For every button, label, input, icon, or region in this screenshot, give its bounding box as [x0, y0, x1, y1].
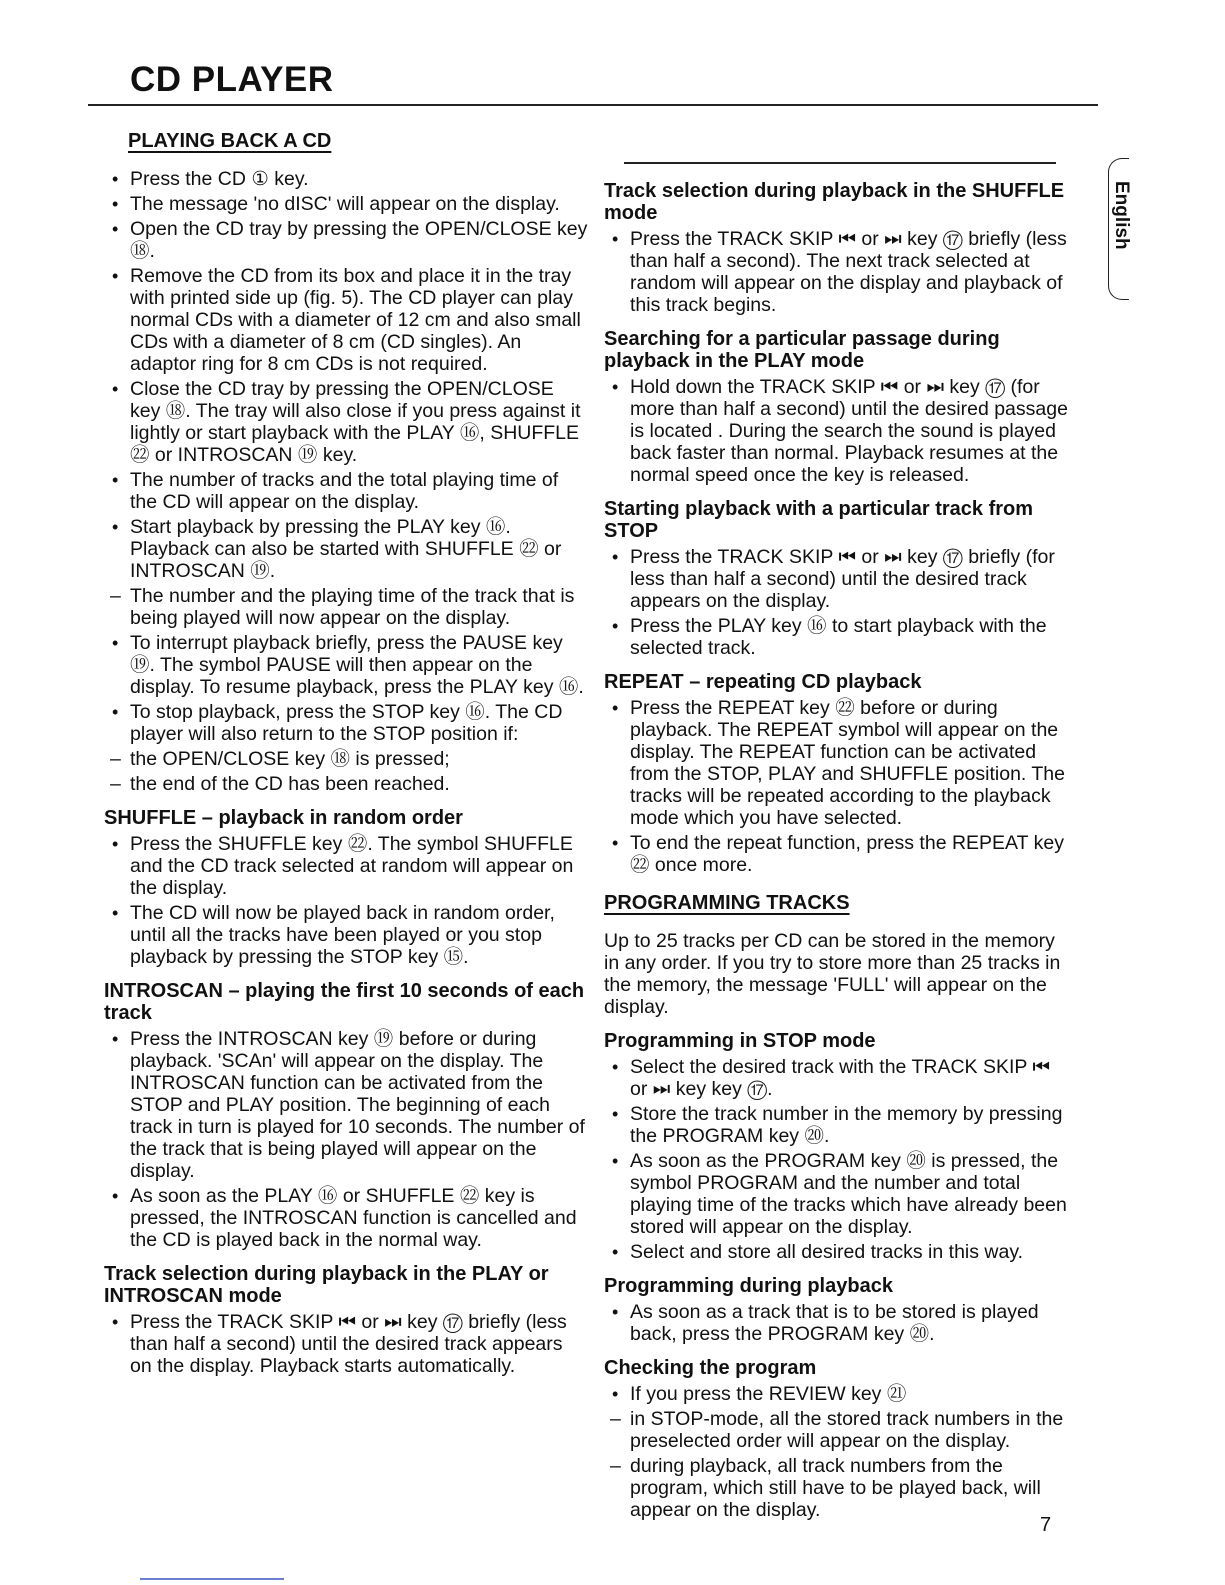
- heading-track-selection-play: Track selection during playback in the PLAY or INTROSCAN mode: [104, 1263, 549, 1307]
- section-prog-during: [604, 1275, 1070, 1345]
- item-list: [104, 1028, 588, 1251]
- bullet-item: • The message 'no dISC' will appear on the display.: [104, 193, 588, 215]
- bullet-item: • Press the SHUFFLE key ㉒. The symbol SHUFFLE and the CD track selected at random will appear on the display.: [104, 833, 588, 899]
- dash-item: – the OPEN/CLOSE key ⑱ is pressed;: [104, 748, 588, 770]
- bullet-item: • Press the INTROSCAN key ⑲ before or during playback. 'SCAn' will appear on the display. The INTROSCAN function can be activated from the STOP and PLAY position. The beginning of each track in turn is played for 10 seconds. The number of the track that is being played will appear on the display.: [104, 1028, 588, 1182]
- section-searching: [604, 328, 1070, 486]
- bullet-item: • As soon as the PLAY ⑯ or SHUFFLE ㉒ key is pressed, the INTROSCAN function is cancelled and the CD is played back in the normal way.: [104, 1185, 588, 1251]
- language-tab-label: English: [1111, 181, 1132, 250]
- item-list: [604, 697, 1070, 876]
- bullet-item: • To end the repeat function, press the REPEAT key ㉒ once more.: [604, 832, 1070, 876]
- page-number: 7: [1040, 1514, 1052, 1536]
- bullet-item: • As soon as a track that is to be stored is played back, press the PROGRAM key ⑳.: [604, 1301, 1070, 1345]
- item-list: [604, 1056, 1070, 1263]
- bullet-item: • Close the CD tray by pressing the OPEN/CLOSE key ⑱. The tray will also close if you press against it lightly or start playback with the PLAY ⑯, SHUFFLE ㉒ or INTROSCAN ⑲ key.: [104, 378, 588, 466]
- bullet-item: • If you press the REVIEW key ㉑: [604, 1383, 1070, 1405]
- bullet-item: • Press the REPEAT key ㉒ before or during playback. The REPEAT symbol will appear on the display. The REPEAT function can be activated from the STOP, PLAY and SHUFFLE position. The tracks will be repeated according to the playback mode which you have selected.: [604, 697, 1070, 829]
- section-title-playing-back: PLAYING BACK A CD: [128, 130, 332, 152]
- section-title-programming: PROGRAMMING TRACKS: [604, 891, 850, 914]
- dash-item: – during playback, all track numbers from the program, which still have to be played back, will appear on the display.: [604, 1455, 1070, 1521]
- page-title: CD PLAYER: [130, 60, 334, 99]
- bullet-item: • Press the TRACK SKIP ⏮ or ⏭ key ⑰ briefly (for less than half a second) until the desired track appears on the display.: [604, 546, 1070, 612]
- heading-introscan: INTROSCAN – playing the first 10 seconds of each track: [104, 980, 585, 1024]
- programming-intro: Up to 25 tracks per CD can be stored in the memory in any order. If you try to store more than 25 tracks in the memory, the message 'FULL' will appear on the display.: [604, 929, 1061, 1018]
- section-checking: [604, 1357, 1070, 1521]
- bullet-item: • Remove the CD from its box and place it in the tray with printed side up (fig. 5). The CD player can play normal CDs with a diameter of 12 cm and also small CDs with a diameter of 8 cm (CD singles). An adaptor ring for 8 cm CDs is not required.: [104, 265, 588, 375]
- section-track-selection-shuffle: [604, 180, 1070, 316]
- heading-checking: Checking the program: [604, 1356, 817, 1379]
- bullet-item: • The number of tracks and the total playing time of the CD will appear on the display.: [104, 469, 588, 513]
- bullet-item: • Press the CD ① key.: [104, 168, 588, 190]
- section-playing-back: [104, 130, 588, 795]
- section-track-selection-play: [104, 1263, 588, 1377]
- dash-item: – in STOP-mode, all the stored track numbers in the preselected order will appear on the display.: [604, 1408, 1070, 1452]
- item-list: [604, 1383, 1070, 1521]
- item-list: [104, 833, 588, 968]
- item-list: [104, 168, 588, 795]
- footer-link-mark: [140, 1578, 284, 1580]
- bullet-item: • As soon as the PROGRAM key ⑳ is pressed, the symbol PROGRAM and the number and total playing time of the tracks which have already been stored will appear on the display.: [604, 1150, 1070, 1238]
- item-list: [104, 1311, 588, 1377]
- section-prog-stop: [604, 1030, 1070, 1263]
- dash-item: – The number and the playing time of the track that is being played will now appear on the display.: [104, 585, 588, 629]
- bullet-item: • Press the TRACK SKIP ⏮ or ⏭ key ⑰ briefly (less than half a second). The next track selected at random will appear on the display and playback of this track begins.: [604, 228, 1070, 316]
- bullet-item: • Select the desired track with the TRACK SKIP ⏮ or ⏭ key key ⑰.: [604, 1056, 1070, 1100]
- heading-prog-during: Programming during playback: [604, 1274, 893, 1297]
- bullet-item: • Select and store all desired tracks in this way.: [604, 1241, 1070, 1263]
- bullet-item: • Press the TRACK SKIP ⏮ or ⏭ key ⑰ briefly (less than half a second) until the desired track appears on the display. Playback starts automatically.: [104, 1311, 588, 1377]
- bullet-item: • The CD will now be played back in random order, until all the tracks have been played or you stop playback by pressing the STOP key ⑮.: [104, 902, 588, 968]
- item-list: [604, 1301, 1070, 1345]
- section-programming: [604, 892, 1070, 1018]
- section-starting: [604, 498, 1070, 659]
- heading-prog-stop: Programming in STOP mode: [604, 1029, 876, 1052]
- heading-starting: Starting playback with a particular track from STOP: [604, 497, 1034, 542]
- column-rule: [624, 162, 1056, 164]
- dash-item: – the end of the CD has been reached.: [104, 773, 588, 795]
- heading-shuffle: SHUFFLE – playback in random order: [104, 807, 463, 829]
- section-introscan: [104, 980, 588, 1251]
- language-tab: [1108, 158, 1132, 300]
- bullet-item: • Press the PLAY key ⑯ to start playback with the selected track.: [604, 615, 1070, 659]
- bullet-item: • Store the track number in the memory by pressing the PROGRAM key ⑳.: [604, 1103, 1070, 1147]
- item-list: [604, 376, 1070, 486]
- title-rule: [88, 104, 1098, 106]
- item-list: [604, 228, 1070, 316]
- section-shuffle: [104, 807, 588, 968]
- bullet-item: • Start playback by pressing the PLAY key ⑯. Playback can also be started with SHUFFLE ㉒ or INTROSCAN ⑲.: [104, 516, 588, 582]
- heading-searching: Searching for a particular passage during playback in the PLAY mode: [604, 327, 1000, 372]
- bullet-item: • Open the CD tray by pressing the OPEN/CLOSE key ⑱.: [104, 218, 588, 262]
- left-column: [104, 130, 588, 1380]
- heading-repeat: REPEAT – repeating CD playback: [604, 670, 922, 693]
- item-list: [604, 546, 1070, 659]
- right-column: [604, 162, 1070, 1524]
- heading-track-selection-shuffle: Track selection during playback in the SHUFFLE mode: [604, 179, 1065, 224]
- bullet-item: • Hold down the TRACK SKIP ⏮ or ⏭ key ⑰ (for more than half a second) until the desired passage is located . During the search the sound is played back faster than normal. Playback resumes at the normal speed once the key is released.: [604, 376, 1070, 486]
- bullet-item: • To interrupt playback briefly, press the PAUSE key ⑲. The symbol PAUSE will then appear on the display. To resume playback, press the PLAY key ⑯.: [104, 632, 588, 698]
- section-repeat: [604, 671, 1070, 876]
- bullet-item: • To stop playback, press the STOP key ⑯. The CD player will also return to the STOP position if:: [104, 701, 588, 745]
